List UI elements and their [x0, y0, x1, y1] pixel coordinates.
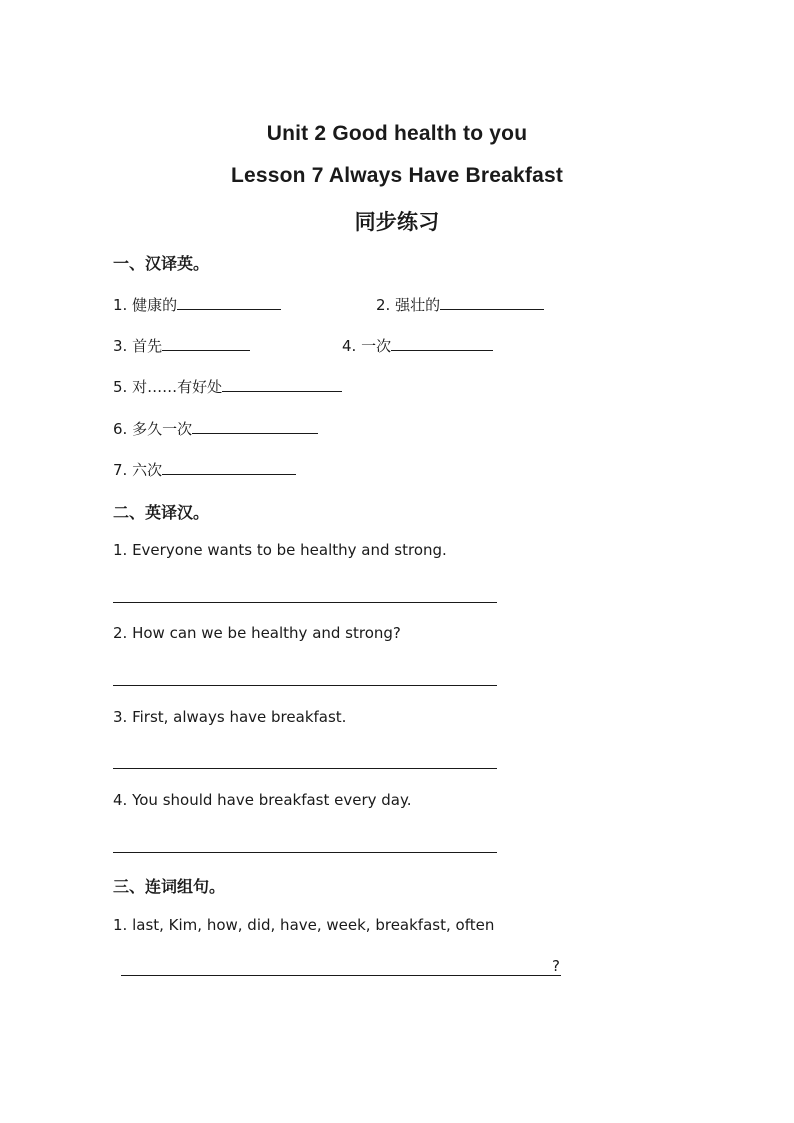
s1-item-3-text: 首先	[132, 337, 163, 355]
section2-heading: 二、英译汉。	[113, 503, 210, 522]
section1-heading: 一、汉译英。	[113, 254, 210, 273]
s2-item-3: 3. First, always have breakfast.	[113, 708, 347, 726]
s1-item-4-text: 一次	[361, 337, 392, 355]
s1-item-1	[113, 293, 281, 315]
s1-item-6-num: 6.	[113, 420, 128, 438]
s1-item-1-num: 1.	[113, 296, 128, 314]
s1-item-6-blank[interactable]	[192, 417, 318, 434]
s1-item-6	[113, 417, 318, 439]
s2-item-4-answer-line[interactable]	[113, 852, 497, 853]
s1-item-2	[376, 293, 544, 315]
s1-item-3-blank[interactable]	[162, 334, 250, 351]
s2-item-1-answer-line[interactable]	[113, 602, 497, 603]
s1-item-1-text: 健康的	[132, 296, 178, 314]
s1-item-5-num: 5.	[113, 378, 128, 396]
s2-item-1: 1. Everyone wants to be healthy and strong.	[113, 541, 447, 559]
s1-item-7-text: 六次	[132, 461, 163, 479]
s3-item-1-question-mark: ?	[552, 957, 560, 975]
s1-item-4-num: 4.	[342, 337, 357, 355]
s1-item-2-text: 强壮的	[395, 296, 441, 314]
s1-item-5-blank[interactable]	[222, 375, 342, 392]
exercise-title: 同步练习	[354, 211, 440, 234]
s2-item-2: 2. How can we be healthy and strong?	[113, 624, 401, 642]
s1-item-5	[113, 375, 342, 397]
s2-item-3-answer-line[interactable]	[113, 768, 497, 769]
s1-item-3-num: 3.	[113, 337, 128, 355]
s1-item-6-text: 多久一次	[132, 420, 193, 438]
s3-item-1: 1. last, Kim, how, did, have, week, breakfast, often	[113, 916, 495, 934]
s1-item-4-blank[interactable]	[391, 334, 493, 351]
s1-item-7-num: 7.	[113, 461, 128, 479]
s3-item-1-answer-line[interactable]	[121, 975, 561, 976]
s1-item-7	[113, 458, 296, 480]
lesson-title: Lesson 7 Always Have Breakfast	[230, 164, 564, 187]
s1-item-4	[342, 334, 493, 356]
s1-item-5-text: 对……有好处	[132, 378, 223, 396]
s2-item-4: 4. You should have breakfast every day.	[113, 791, 412, 809]
s1-item-1-blank[interactable]	[177, 293, 281, 310]
s1-item-3	[113, 334, 250, 356]
s2-item-2-answer-line[interactable]	[113, 685, 497, 686]
s1-item-2-num: 2.	[376, 296, 391, 314]
section3-heading: 三、连词组句。	[113, 877, 226, 896]
s1-item-7-blank[interactable]	[162, 458, 296, 475]
s1-item-2-blank[interactable]	[440, 293, 544, 310]
unit-title: Unit 2 Good health to you	[266, 122, 528, 145]
